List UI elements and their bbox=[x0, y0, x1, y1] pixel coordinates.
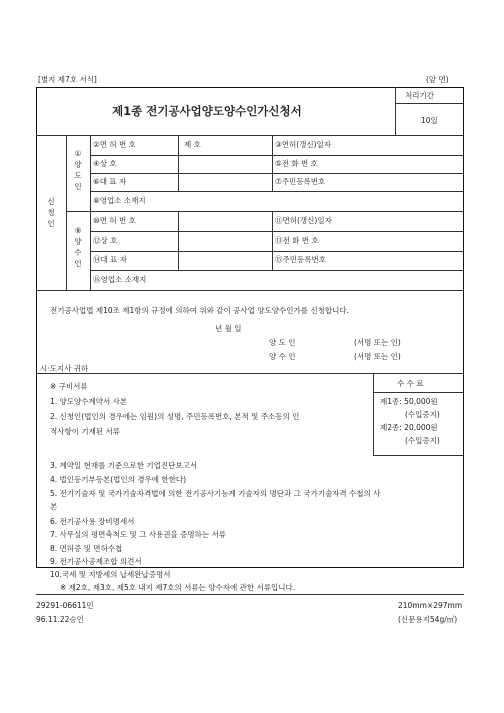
document-item: 2. 신청인(법인의 경우에는 임원)의 성명, 주민등록번호, 본적 및 주소등의 인 bbox=[50, 412, 300, 421]
transferor-phone-label: ⑤전 화 번 호 bbox=[275, 159, 318, 168]
transferee-resident-no-label: ⑮주민등록번호 bbox=[275, 255, 326, 264]
transferor-license-date-label: ③면허(갱신)일자 bbox=[275, 140, 332, 149]
transferor-license-no-label: ②면 허 번 호 bbox=[93, 140, 136, 149]
transferor-license-no-value: 제 호 bbox=[184, 140, 201, 149]
document-item: 본 bbox=[50, 502, 58, 511]
document-item: 적사항이 기재된 서류 bbox=[50, 427, 120, 436]
fee-type1-note: (수입증지) bbox=[405, 410, 440, 419]
footer-approval: 96.11.22승인 bbox=[36, 615, 84, 624]
documents-note: ※ 제2호, 제3호, 제5호 내지 제7호의 서류는 양수자에 관한 서류입니다. bbox=[60, 583, 296, 592]
footer-paper: (신문용지54g/㎡) bbox=[398, 615, 458, 624]
processing-period-value: 10일 bbox=[421, 116, 438, 125]
transferee-sign-label: 양 수 인 bbox=[269, 352, 296, 361]
date-line: 년 월 일 bbox=[215, 324, 242, 333]
transferee-trade-name-label: ⑫상 호 bbox=[93, 236, 118, 245]
transferee-phone-label: ⑬전 화 번 호 bbox=[275, 236, 319, 245]
processing-period-label: 처리기간 bbox=[405, 91, 434, 100]
document-item: 10.국세 및 지방세의 납세완납증명서 bbox=[50, 570, 171, 579]
application-statement: 전기공사업법 제10조 제1항의 규정에 의하여 위와 같이 공사업 양도양수인가를 신청합니다. bbox=[50, 306, 349, 315]
transferor-resident-no-label: ⑦주민등록번호 bbox=[275, 177, 326, 186]
recipient: 시·도지사 귀하 bbox=[40, 364, 89, 373]
transferee-license-no-label: ⑩면 허 번 호 bbox=[93, 216, 136, 225]
document-item: 3. 계약일 현재를 기준으로한 기업진단보고서 bbox=[50, 461, 198, 470]
document-item: 6. 전기공사용 장비명세서 bbox=[50, 517, 135, 526]
form-number: [별지 제7호 서식] bbox=[38, 75, 97, 84]
transferor-office-address-label: ⑧영업소 소재지 bbox=[93, 196, 146, 205]
form-title: 제1종 전기공사업양도양수인가신청서 bbox=[112, 104, 302, 118]
page-side: (앞 면) bbox=[426, 75, 449, 84]
transferor-representative-label: ⑥대 표 자 bbox=[93, 177, 127, 186]
transferor-label: ① 양 도 인 bbox=[74, 149, 82, 191]
fee-type2-note: (수입증지) bbox=[405, 436, 440, 445]
transferee-representative-label: ⑭대 표 자 bbox=[93, 255, 128, 264]
document-item: 1. 양도양수계약서 사본 bbox=[50, 397, 128, 406]
applicant-label: 신 청 인 bbox=[47, 197, 55, 228]
footer-size: 210mm×297mm bbox=[398, 601, 463, 610]
document-item: 4. 법인등기부등본(법인의 경우에 한한다) bbox=[50, 475, 187, 484]
transferor-sign-note: (서명 또는 인) bbox=[354, 338, 401, 347]
transferor-sign-label: 양 도 인 bbox=[269, 338, 296, 347]
transferee-sign-note: (서명 또는 인) bbox=[354, 352, 401, 361]
fee-type2: 제2종: 20,000원 bbox=[380, 423, 438, 432]
footer-code: 29291-06611민 bbox=[36, 601, 94, 610]
transferee-label: ⑨ 양 수 인 bbox=[74, 226, 82, 268]
fee-label: 수 수 료 bbox=[397, 379, 424, 388]
document-item: 8. 면허증 및 면허수첩 bbox=[50, 544, 123, 553]
fee-type1: 제1종: 50,000원 bbox=[380, 397, 438, 406]
document-item: 9. 전기공사공제조합 의견서 bbox=[50, 557, 142, 566]
document-item: 5. 전기기술자 및 국가기술자격법에 의한 전기공사기능계 기술자의 명단과 그 국가기술자격 수첩의 사 bbox=[50, 489, 381, 498]
transferor-trade-name-label: ④상 호 bbox=[93, 159, 117, 168]
documents-heading: ※ 구비서류 bbox=[50, 382, 88, 391]
document-item: 7. 사무실의 평면축척도 및 그 사용권을 증명하는 서류 bbox=[50, 530, 226, 539]
transferee-office-address-label: ⑯영업소 소재지 bbox=[93, 275, 147, 284]
transferee-license-date-label: ⑪면허(갱신)일자 bbox=[275, 216, 332, 225]
